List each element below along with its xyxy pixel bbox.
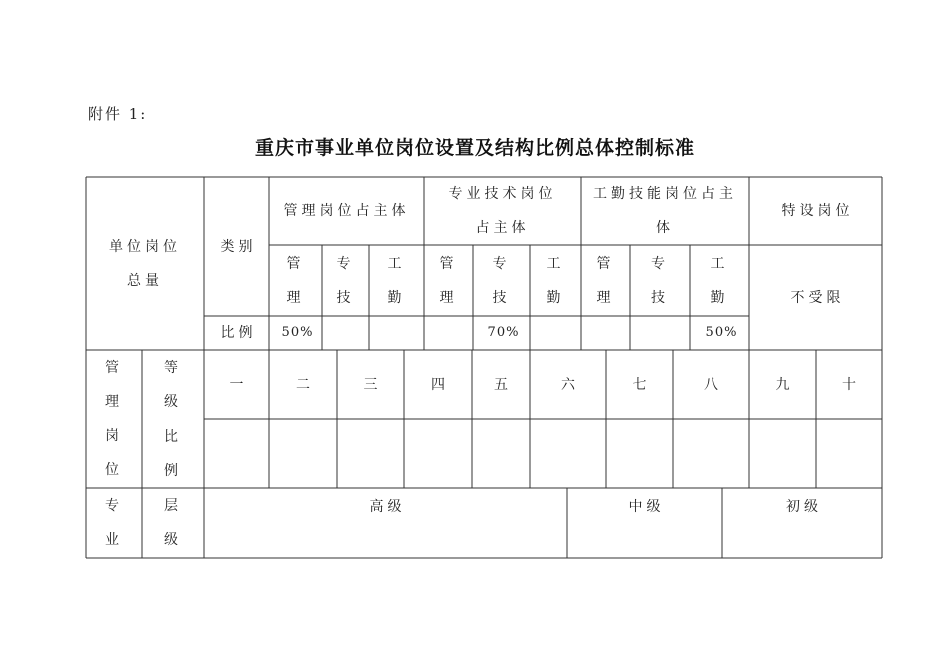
level-4: 四 xyxy=(431,376,449,393)
sub-management-1: 管理 xyxy=(286,255,305,306)
special-unlimited: 不受限 xyxy=(790,289,845,306)
ratio-label: 比例 xyxy=(164,428,182,479)
tier-label: 层级 xyxy=(164,498,182,548)
level-10: 十 xyxy=(842,376,860,393)
total-posts-header: 单位岗位总量 xyxy=(109,238,181,289)
level-8: 八 xyxy=(704,376,722,393)
level-1: 一 xyxy=(229,376,248,393)
sub-management-3: 管理 xyxy=(596,255,615,306)
level-5: 五 xyxy=(494,376,512,393)
tier-junior: 初级 xyxy=(786,499,822,515)
sub-professional-3: 专技 xyxy=(651,255,669,306)
professional-label: 专业 xyxy=(105,498,123,548)
sub-professional-1: 专技 xyxy=(336,255,355,306)
level-3: 三 xyxy=(363,376,382,393)
attachment-label: 附件 1: xyxy=(88,105,148,123)
ratio-management: 50% xyxy=(281,325,314,340)
ratio-professional: 70% xyxy=(487,325,520,340)
group-management-header: 管理岗位占主体 xyxy=(283,203,410,219)
sub-service-2: 工勤 xyxy=(546,255,565,306)
sub-service-1: 工勤 xyxy=(387,255,406,306)
group-service-header: 工勤技能岗位占主体 xyxy=(593,186,737,236)
tier-senior: 高级 xyxy=(369,499,406,515)
group-special-header: 特设岗位 xyxy=(781,203,854,219)
sub-management-2: 管理 xyxy=(439,255,458,306)
grade-label: 等级 xyxy=(164,359,182,410)
level-6: 六 xyxy=(561,376,579,393)
document-title: 重庆市事业单位岗位设置及结构比例总体控制标准 xyxy=(254,137,695,159)
level-7: 七 xyxy=(632,376,651,393)
tier-middle: 中级 xyxy=(628,499,665,515)
ratio-service: 50% xyxy=(705,325,738,340)
level-2: 二 xyxy=(296,376,314,393)
ratio-header: 比例 xyxy=(220,325,257,341)
category-header: 类别 xyxy=(220,238,257,255)
level-9: 九 xyxy=(775,376,794,393)
sub-service-3: 工勤 xyxy=(710,255,729,306)
sub-professional-2: 专技 xyxy=(492,255,511,306)
group-professional-header: 专业技术岗位占主体 xyxy=(448,186,557,236)
management-posts-label: 管理岗位 xyxy=(105,360,123,478)
